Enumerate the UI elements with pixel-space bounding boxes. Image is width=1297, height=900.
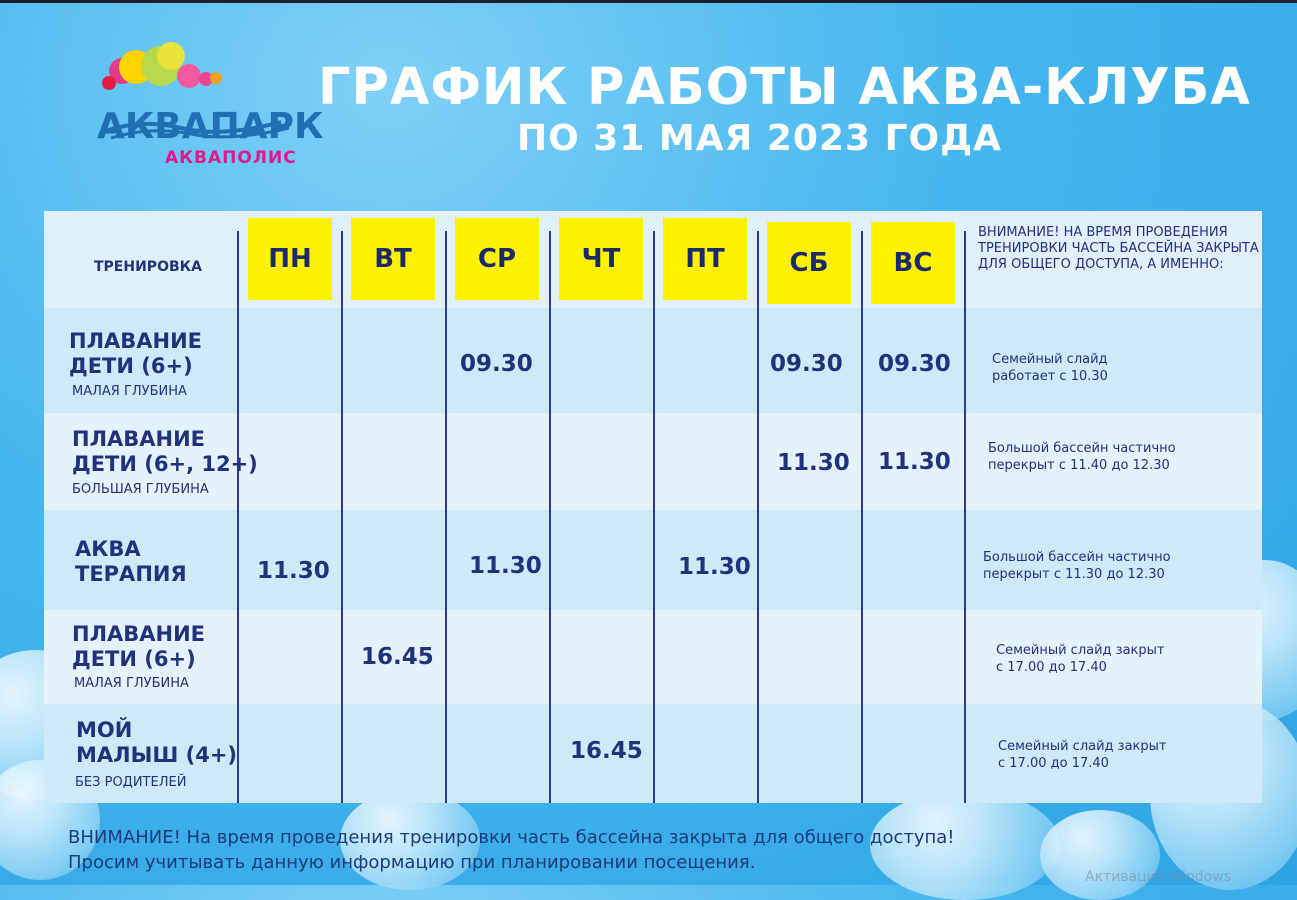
column-divider bbox=[341, 231, 343, 803]
page-title: ГРАФИК РАБОТЫ АКВА-КЛУБА bbox=[318, 58, 1251, 117]
day-header-fri: ПТ bbox=[663, 218, 747, 300]
column-divider bbox=[549, 231, 551, 803]
activity-title: ПЛАВАНИЕ ДЕТИ (6+) bbox=[69, 329, 203, 378]
time-cell: 11.30 bbox=[777, 450, 850, 476]
day-header-wed: СР bbox=[455, 218, 539, 300]
activity-title: АКВА ТЕРАПИЯ bbox=[75, 537, 187, 586]
restriction-note: Семейный слайд закрыт с 17.00 до 17.40 bbox=[996, 643, 1165, 675]
training-column-header: ТРЕНИРОВКА bbox=[94, 259, 202, 275]
time-cell: 09.30 bbox=[770, 351, 843, 377]
day-header-sun: ВС bbox=[871, 222, 955, 304]
time-cell: 11.30 bbox=[469, 553, 542, 579]
day-header-sat: СБ bbox=[767, 222, 851, 304]
activity-title: МОЙ МАЛЫШ (4+) bbox=[76, 718, 238, 767]
warning-column-header: ВНИМАНИЕ! НА ВРЕМЯ ПРОВЕДЕНИЯ ТРЕНИРОВКИ ЧАСТЬ БАССЕЙНА ЗАКРЫТА ДЛЯ ОБЩЕГО ДОСТУПА, А ИМЕННО: bbox=[978, 225, 1259, 272]
footer-notice bbox=[68, 825, 955, 875]
time-cell: 09.30 bbox=[460, 351, 533, 377]
column-divider bbox=[445, 231, 447, 803]
activity-title: ПЛАВАНИЕ ДЕТИ (6+) bbox=[72, 622, 206, 671]
column-divider bbox=[653, 231, 655, 803]
page-subtitle: ПО 31 МАЯ 2023 ГОДА bbox=[517, 118, 1003, 159]
logo-ball-pink bbox=[177, 64, 201, 88]
aquapark-logo bbox=[95, 40, 324, 175]
bubble-decoration bbox=[1040, 810, 1160, 900]
activity-subtitle: БЕЗ РОДИТЕЛЕЙ bbox=[75, 775, 187, 790]
time-cell: 09.30 bbox=[878, 351, 951, 377]
windows-activation-watermark: Активация Windows bbox=[1085, 869, 1232, 885]
day-header-mon: ПН bbox=[248, 218, 332, 300]
time-cell: 11.30 bbox=[878, 449, 951, 475]
time-cell: 11.30 bbox=[257, 558, 330, 584]
column-divider bbox=[861, 231, 863, 803]
footer-line: Просим учитывать данную информацию при планировании посещения. bbox=[68, 852, 756, 873]
time-cell: 11.30 bbox=[678, 554, 751, 580]
column-divider bbox=[757, 231, 759, 803]
time-cell: 16.45 bbox=[570, 738, 643, 764]
activity-subtitle: МАЛАЯ ГЛУБИНА bbox=[72, 384, 187, 399]
activity-subtitle: БОЛЬШАЯ ГЛУБИНА bbox=[72, 482, 209, 497]
time-cell: 16.45 bbox=[361, 644, 434, 670]
top-border bbox=[0, 0, 1297, 3]
restriction-note: Большой бассейн частично перекрыт с 11.30 до 12.30 bbox=[983, 550, 1171, 582]
column-divider bbox=[237, 231, 239, 803]
logo-subtitle: АКВАПОЛИС bbox=[165, 148, 297, 168]
day-header-thu: ЧТ bbox=[559, 218, 643, 300]
column-divider bbox=[964, 231, 966, 803]
logo-title: АКВАПАРК bbox=[97, 106, 324, 147]
logo-ball-orange bbox=[210, 72, 222, 84]
footer-line: ВНИМАНИЕ! На время проведения тренировки часть бассейна закрыта для общего доступа! bbox=[68, 827, 955, 848]
restriction-note: Семейный слайд работает с 10.30 bbox=[992, 352, 1108, 384]
schedule-table bbox=[44, 211, 1262, 803]
logo-ball-red bbox=[102, 76, 116, 90]
restriction-note: Большой бассейн частично перекрыт с 11.40 до 12.30 bbox=[988, 441, 1176, 473]
activity-subtitle: МАЛАЯ ГЛУБИНА bbox=[74, 676, 189, 691]
restriction-note: Семейный слайд закрыт с 17.00 до 17.40 bbox=[998, 739, 1167, 771]
activity-title: ПЛАВАНИЕ ДЕТИ (6+, 12+) bbox=[72, 427, 258, 476]
day-header-tue: ВТ bbox=[351, 218, 435, 300]
